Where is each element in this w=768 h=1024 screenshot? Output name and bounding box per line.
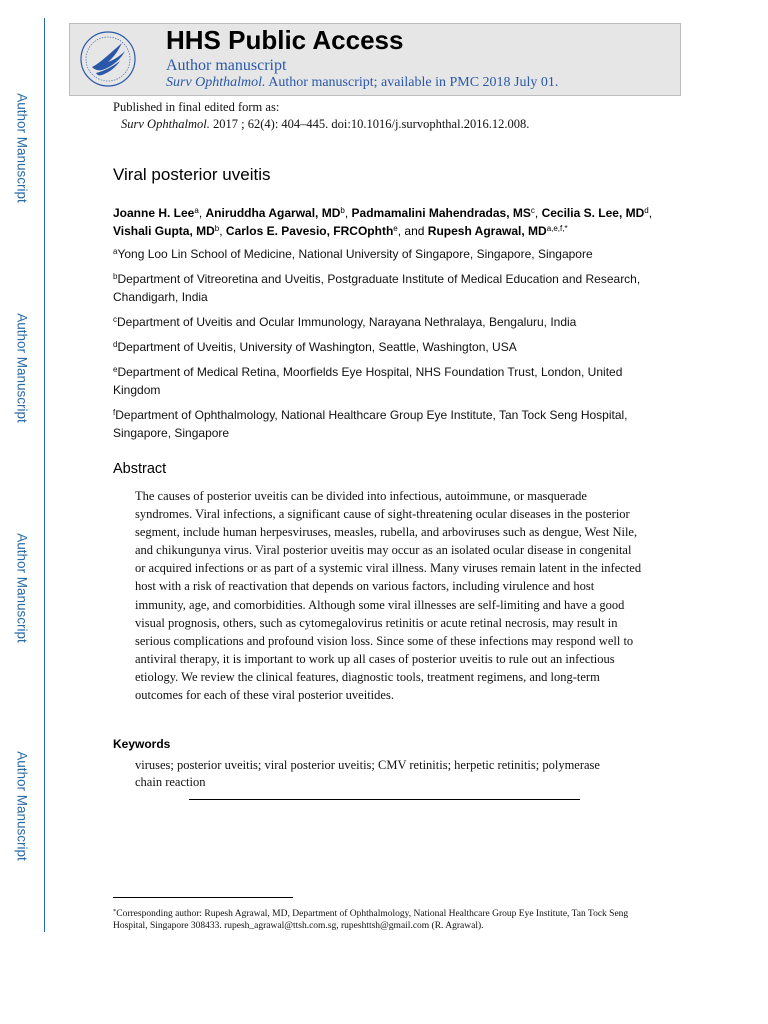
- affiliation: [113, 245, 658, 263]
- author-affiliation-mark: b: [340, 206, 345, 215]
- side-label: Author Manuscript: [14, 93, 30, 203]
- author-manuscript-label: Author manuscript: [166, 57, 287, 74]
- affiliation-text: Department of Ophthalmology, National Healthcare Group Eye Institute, Tan Tock Seng Hospital, Singapore, Singapore: [113, 408, 628, 440]
- affiliation-mark: c: [113, 315, 117, 324]
- author-manuscript-margin: [0, 0, 45, 932]
- author-separator: ,: [648, 206, 653, 220]
- side-label: Author Manuscript: [14, 533, 30, 643]
- affiliation-mark: b: [113, 272, 118, 281]
- corresponding-author-footnote: [113, 908, 658, 932]
- affiliation: [113, 338, 658, 356]
- published-label: Published in final edited form as:: [113, 100, 280, 114]
- affiliation-text: Department of Uveitis, University of Washington, Seattle, Washington, USA: [117, 340, 517, 354]
- affiliation: [113, 406, 658, 442]
- hhs-eagle-seal-logo-icon: [78, 29, 138, 89]
- abstract-text: The causes of posterior uveitis can be divided into infectious, autoimmune, or masquerade syndromes. Viral infections, a significant cause of sight-threatening ocular diseases in the posterior segment, include human herpesviruses, measles, rubella, and arboviruses such as dengue, West Nile, and chikungunya virus. Viral posterior uveitis may occur as an isolated ocular disease in congenital or acquired infections or as part of a systemic viral illness. Many viruses remain latent in the infected host with a risk of reactivation that depends on various factors, including virulence and host immunity, age, and comorbidities. Although some viral illnesses are self-limiting and have a good visual prognosis, others, such as cytomegalovirus retinitis or acute retinal necrosis, may result in serious complications and profound vision loss. Since some of these infections may respond well to antiviral therapy, it is important to work up all cases of posterior uveitis to rule out an infectious etiology. We review the clinical features, diagnostic tools, treatment regimens, and long-term outcomes for each of these viral posterior uveitides.: [135, 489, 642, 703]
- author-name: Vishali Gupta, MD: [113, 224, 215, 238]
- affiliation-mark: d: [113, 340, 118, 349]
- affiliation-mark: e: [113, 365, 118, 374]
- side-label: Author Manuscript: [14, 751, 30, 861]
- author-affiliation-mark: d: [644, 206, 649, 215]
- affiliation: [113, 363, 658, 399]
- author-affiliation-mark: c: [530, 206, 535, 215]
- author-affiliation-mark: b: [214, 224, 220, 233]
- article-title: Viral posterior uveitis: [113, 165, 271, 184]
- affiliation: [113, 270, 658, 306]
- author-separator: , and: [397, 224, 428, 238]
- author-name: Joanne H. Lee: [113, 206, 195, 220]
- author-affiliation-mark: a,e,f,*: [546, 224, 568, 233]
- affiliation-text: Yong Loo Lin School of Medicine, National University of Singapore, Singapore, Singapore: [117, 247, 593, 261]
- journal-name: Surv Ophthalmol.: [166, 75, 266, 90]
- author-name: Cecilia S. Lee, MD: [541, 206, 645, 220]
- availability-text: Author manuscript; available in PMC 2018 July 01.: [265, 75, 559, 90]
- footnote-mark: *: [113, 908, 117, 915]
- affiliation-text: Department of Uveitis and Ocular Immunology, Narayana Nethralaya, Bengaluru, India: [117, 315, 577, 329]
- author-name: Padmamalini Mahendradas, MS: [351, 206, 531, 220]
- affiliation-list: [113, 245, 658, 449]
- journal-availability: [166, 75, 558, 91]
- author-name: Rupesh Agrawal, MD: [427, 224, 547, 238]
- abstract-heading: Abstract: [113, 461, 167, 477]
- author-name: Carlos E. Pavesio, FRCOphth: [225, 224, 394, 238]
- hhs-title: HHS Public Access: [166, 25, 404, 55]
- author-affiliation-mark: e: [393, 224, 398, 233]
- author-separator: ,: [344, 206, 352, 220]
- citation: [121, 117, 529, 132]
- citation-journal: Surv Ophthalmol.: [121, 117, 210, 131]
- author-name: Aniruddha Agarwal, MD: [205, 206, 341, 220]
- affiliation-text: Department of Vitreoretina and Uveitis, Postgraduate Institute of Medical Education and Research, Chandigarh, India: [113, 272, 641, 304]
- author-separator: ,: [198, 206, 206, 220]
- affiliation-mark: f: [113, 408, 116, 417]
- author-separator: ,: [219, 224, 226, 238]
- hhs-header: [69, 23, 681, 96]
- footnote-text: Corresponding author: Rupesh Agrawal, MD, Department of Ophthalmology, National Healthcare Group Eye Institute, Tan Tock Seng Hospital, Singapore 308433. rupesh_agrawal@ttsh.com.sg, rupeshttsh@gmail.com (R. Agrawal).: [113, 909, 629, 931]
- affiliation: [113, 313, 658, 331]
- margin-rule: [44, 18, 45, 932]
- citation-details: 2017 ; 62(4): 404–445. doi:10.1016/j.survophthal.2016.12.008.: [209, 117, 530, 131]
- author-list: [113, 204, 658, 240]
- affiliation-mark: a: [113, 247, 118, 256]
- section-divider: [189, 799, 580, 800]
- author-affiliation-mark: a: [194, 206, 199, 215]
- author-separator: ,: [534, 206, 542, 220]
- footnote-divider: [113, 897, 293, 898]
- affiliation-text: Department of Medical Retina, Moorfields Eye Hospital, NHS Foundation Trust, London, United Kingdom: [113, 365, 623, 397]
- keywords-heading: Keywords: [113, 737, 171, 751]
- keywords-text: viruses; posterior uveitis; viral posterior uveitis; CMV retinitis; herpetic retinitis; polymerase chain reaction: [135, 758, 600, 789]
- side-label: Author Manuscript: [14, 313, 30, 423]
